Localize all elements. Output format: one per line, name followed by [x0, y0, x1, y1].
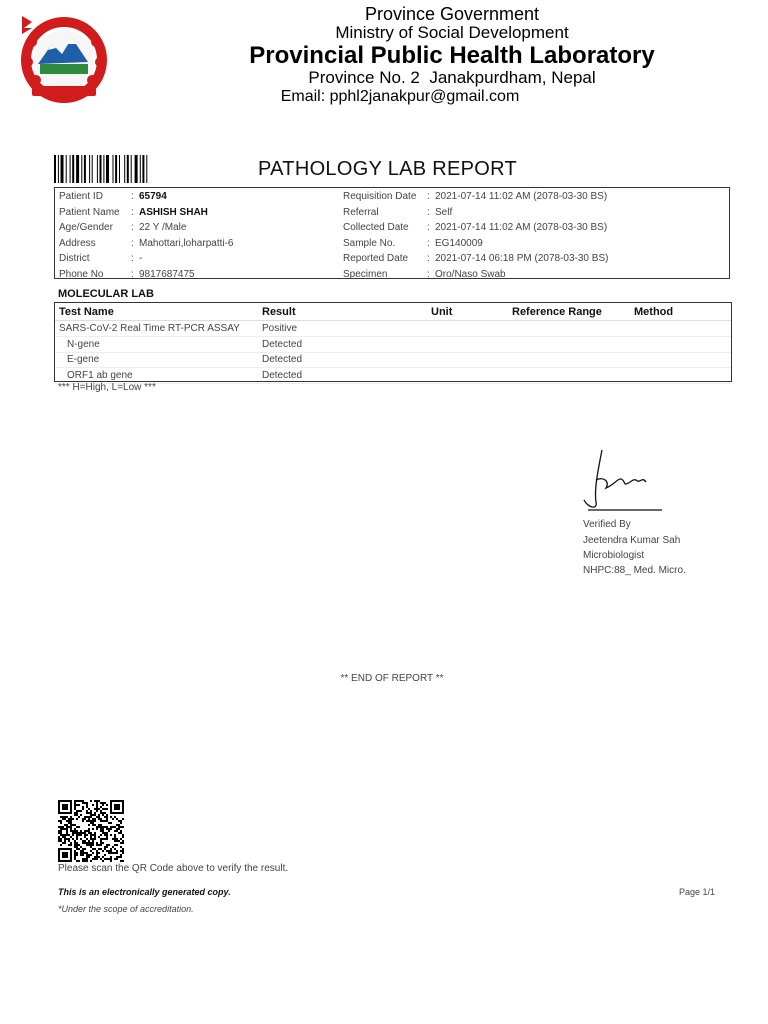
header-location: [222, 68, 682, 88]
test-result: Detected: [262, 354, 303, 365]
patient-field-label: Sample No.: [343, 237, 396, 249]
test-result: Detected: [262, 338, 303, 350]
qr-code: [58, 800, 124, 862]
colon-separator: :: [131, 237, 134, 249]
patient-field-value: 22 Y /Male: [139, 222, 187, 233]
test-result: Detected: [262, 369, 303, 381]
test-name: E-gene: [67, 354, 100, 365]
verifier-name: Jeetendra Kumar Sah: [583, 535, 681, 546]
patient-field-label: Requisition Date: [343, 191, 417, 202]
table-row: [55, 337, 731, 353]
colon-separator: :: [427, 222, 430, 233]
header-city: Janakpurdham, Nepal: [429, 68, 596, 87]
patient-field-label: District: [59, 253, 90, 264]
test-name: SARS-CoV-2 Real Time RT-PCR ASSAY: [59, 323, 240, 334]
legend-note: *** H=High, L=Low ***: [58, 382, 156, 393]
patient-field-value: 9817687475: [139, 268, 195, 280]
col-header-unit: Unit: [431, 306, 453, 318]
test-name: ORF1 ab gene: [67, 369, 133, 381]
nepal-emblem-logo: [14, 12, 114, 104]
barcode: [54, 155, 182, 183]
results-table: [54, 302, 732, 382]
colon-separator: :: [131, 253, 134, 264]
verifier-registration: NHPC:88_ Med. Micro.: [583, 565, 686, 576]
patient-field-label: Collected Date: [343, 222, 409, 233]
colon-separator: :: [131, 222, 134, 233]
patient-field-value: EG140009: [435, 237, 483, 249]
verified-by-label: Verified By: [583, 519, 631, 530]
patient-field-value: Self: [435, 206, 453, 218]
colon-separator: :: [131, 206, 134, 218]
section-title: MOLECULAR LAB: [58, 288, 154, 300]
scan-instruction: Please scan the QR Code above to verify the result.: [58, 863, 289, 874]
patient-field-value: Mahottari,loharpatti-6: [139, 237, 234, 249]
table-row: [55, 368, 731, 384]
patient-info-box: [54, 187, 730, 279]
accreditation-note: *Under the scope of accreditation.: [58, 904, 194, 914]
patient-field-label: Specimen: [343, 268, 388, 280]
colon-separator: :: [131, 191, 134, 202]
page-number: Page 1/1: [679, 887, 716, 897]
patient-field-value: 65794: [139, 191, 167, 202]
header-province: Province No. 2: [308, 68, 420, 87]
col-header-method: Method: [634, 306, 674, 318]
header-ministry: Ministry of Social Development: [335, 23, 569, 42]
patient-field-value: -: [139, 253, 143, 264]
colon-separator: :: [427, 206, 430, 218]
patient-field-value: 2021-07-14 06:18 PM (2078-03-30 BS): [435, 253, 609, 264]
patient-field-value: ASHISH SHAH: [139, 206, 208, 218]
colon-separator: :: [427, 237, 430, 249]
patient-field-label: Reported Date: [343, 253, 409, 264]
colon-separator: :: [427, 253, 430, 264]
patient-field-value: 2021-07-14 11:02 AM (2078-03-30 BS): [435, 191, 608, 202]
col-header-result: Result: [262, 306, 296, 318]
colon-separator: :: [427, 268, 430, 280]
signature: [580, 440, 680, 520]
patient-field-label: Age/Gender: [59, 222, 113, 233]
patient-field-label: Phone No: [59, 268, 104, 280]
col-header-test-name: Test Name: [59, 306, 114, 318]
patient-field-value: Oro/Naso Swab: [435, 268, 506, 280]
col-header-reference-range: Reference Range: [512, 306, 602, 318]
electronic-copy-note: This is an electronically generated copy.: [58, 887, 231, 897]
table-row: [55, 352, 731, 368]
patient-field-label: Patient ID: [59, 191, 103, 202]
patient-field-label: Referral: [343, 206, 379, 218]
header-province-government: Province Government: [364, 4, 540, 24]
header-laboratory-name: Provincial Public Health Laboratory: [249, 42, 655, 69]
patient-field-label: Address: [59, 237, 96, 249]
patient-field-label: Patient Name: [59, 206, 120, 218]
header-email: Email: pphl2janakpur@gmail.com: [280, 88, 520, 105]
verifier-title: Microbiologist: [583, 550, 645, 561]
test-result: Positive: [262, 323, 298, 334]
colon-separator: :: [131, 268, 134, 280]
table-row: [55, 321, 731, 337]
report-title: PATHOLOGY LAB REPORT: [258, 158, 518, 180]
end-of-report: ** END OF REPORT **: [340, 673, 444, 684]
colon-separator: :: [427, 191, 430, 202]
patient-field-value: 2021-07-14 11:02 AM (2078-03-30 BS): [435, 222, 608, 233]
test-name: N-gene: [67, 338, 100, 350]
